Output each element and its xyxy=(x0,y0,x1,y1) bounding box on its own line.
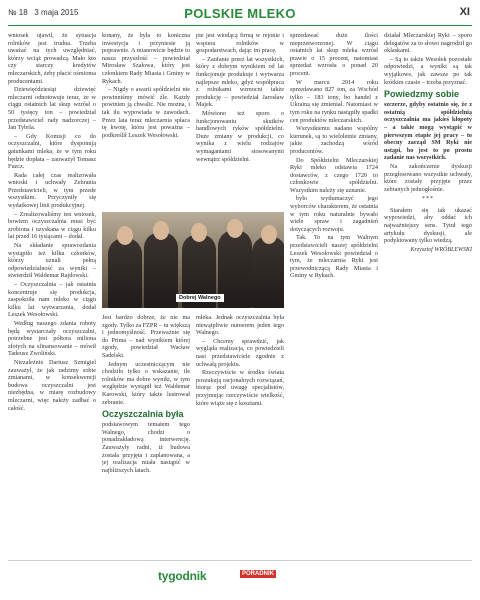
paragraph: Niezależnie Dariusz Szmigiel zauważył, że jak radzimy sobie zmianami, w konsekwencji budowa oczyszczalni jest niezbędna, w miarę rozbudowy mleczarni, więc należy zadbać o całość. xyxy=(8,358,96,412)
paragraph: sprzedawać duże ilości nieprzetworzonej. W ciągu ostatnich lat skup mleka wzrósł prawie o 15 procent, natomiast sprzedaż wzrosła o ponad 20 procent. xyxy=(290,32,378,77)
person-figure xyxy=(108,238,142,308)
paragraph: Według naszego zdania roboty będą wystarczały oczyszczalni, potrzebne jest półtora miliona złotych na sfinansowanie – mówił Tadeusz Zwoliński. xyxy=(8,319,96,358)
paragraph: Na składanie sprawozdania wystąpiło też kilku członków, którzy uznali pełną odpowiedzialność za wyniki – stwierdził Waldemar Rajdowski. xyxy=(8,242,96,280)
page-number: XI xyxy=(459,6,470,18)
article-column-3-lower xyxy=(196,314,284,550)
paragraph: pie jest wiodącą firmą w rejonie i wspiera rolników w gospodarstwach, dając im pracę. xyxy=(196,32,284,55)
paragraph: W marcu 2014 roku sprzedawano 827 ton, za Wschód tylko – 183 tony, bo handel z Ukrainą się zmieniał. Natomiast w tym roku na rynku nastąpiły spadki cen produktów mleczarskich. xyxy=(290,78,378,124)
article-column-1 xyxy=(8,32,96,560)
paragraph: było wytłumaczyć jego wyborców charakterem, że ostatnia w tym roku naturalnie bywało wiele spraw i zagadnień dotyczących rozwoju. xyxy=(290,195,378,233)
paragraph: Do Spółdzielni Mleczarskiej Ryki mleko odstawia 1724 dostawców, z czego 1720 to członkowie spółdzielni. Wszystkim należy się uznanie. xyxy=(290,156,378,194)
person-head xyxy=(117,226,133,245)
article-column-3 xyxy=(196,32,284,208)
photo-caption-tag: Dobrej Walnego xyxy=(176,294,224,302)
paragraph: działał Mleczarskiej Ryki – sporo delegatów za to słowo nagrodził go oklaskami. xyxy=(384,32,472,55)
section-title: POLSKIE MLEKO xyxy=(184,6,296,21)
paragraph: – Nigdy o awarii spółdzielni nie powinniśmy mówić źle. Każdy powinien ją chwalić. Nie można, i tak ilu wypowiada w zawodach. Przez lata teraz mleczarnia spłaca tę kwotę, która jest poważna – podkreślił Leszek Wesołowski. xyxy=(102,86,190,139)
article-column-4 xyxy=(290,32,378,560)
paragraph: – Chcemy sprawdzić, jak wygląda realizacja, co powiedzieli nasi przedstawiciele zgodnie z uchwałą projektu. xyxy=(196,337,284,368)
person-head xyxy=(153,221,169,240)
paragraph: Rzeczywiście w środku świata poszukują racjonalnych rozwiązań, biorąc pod uwagę specjalistów, przyjmując rzeczywiście wielkość, które wiąże się z kosztami. xyxy=(196,369,284,407)
paragraph: mleka. Jednak oczyszczalnia była niewątpliwie numerem jeden tego Walnego. xyxy=(196,314,284,337)
paragraph: – Zrealizowaliśmy ten wniosek, bowiem oczyszczalnia musi być zrobiona i uzyskana w ciągu kilku lat przed 16 tysiącami – dodał. xyxy=(8,210,96,241)
paragraph: Wszystkiemu nadano wspólny kierunek, są to wieloletnie zmiany, jakie zachodzą wśród producentów. xyxy=(290,125,378,155)
paragraph: konany, że była to koniczna inwestycja i przyniesie ją poprawnie. A mianowicie będzie to nasza przyszłość – powiedział Mirosław Szałowa, który jest członkiem Rady Miasta i Gminy w Rykach. xyxy=(102,32,190,85)
person-head xyxy=(261,225,277,244)
paragraph: Jest bardzo dobrze, że nie ma zgody. Tylko za FZPR – tu większą i jednomyślność. Przeważnie się do Prima – nad wynikiem której zgody, powiedział Wacław Sadelski. xyxy=(102,314,190,359)
tygodnik-logo: tygodnik xyxy=(158,569,207,583)
paragraph: Dziewięćdziesiąt dziewięć mleczarni odnotowuje teraz, że w ciągu ostatnich lat skup wzrósł o 50 tysięcy ton – powiedział przedstawiciel rady nadzorczej – Jan Tybrla. xyxy=(8,86,96,132)
person-figure xyxy=(144,232,178,308)
article-column-5 xyxy=(384,32,472,560)
page-footer xyxy=(8,560,472,592)
paragraph: Rada całej czas realizowała wnioski i uchwały Zebrania Przedstawicieli, w tym przede wszystkim. Przyczyniły się wydatkowej linii produkcyjnej. xyxy=(8,171,96,210)
paragraph: wniosek ujawił, że sytuacja rolników jest trudna. Trzeba uważać na tych uwzględniać, którzy wciąż prowadzą. Mało kto czy starczy kredytów mleczarskich, żeby płacić ośmioma producentami. xyxy=(8,32,96,85)
person-head xyxy=(191,223,207,242)
person-figure xyxy=(252,236,284,308)
paragraph: podstawowym tematem tego Walnego, chodzi o ponadzakładową interwencję. Zauważyły radni, iż budowa została przyjęta i zaplanowana, a jej realizacja miała nastąpić w najbliższych latach. xyxy=(102,421,190,474)
paragraph-bold: szczerze, gdyby ostatnio się, że z ostatnią spółdzielnią oczyszczalnia ma jakieś kłopoty – a takie mogą wystąpić w pierwszym etapie jej pracy – to obecny zarząd SM Ryki nie ustąpi, bo jest to po prostu zadanie nas wszystkich. xyxy=(384,101,472,162)
issue-and-date: № 18 3 maja 2015 xyxy=(8,8,79,17)
paragraph: Mówiono też sporo o funkcjonowaniu skutków handlowych ryków spółdzielni. Duże zmiany w produkcji, co wynika z wielu rodzajów wymaganiami stosowanymi wewnątrz spółdzielni. xyxy=(196,109,284,163)
paragraph: – Gdy Komisji co do oczyszczalni, które dysponują gatunkami mleka, że w tym roku będzie dopłata – zauważył Tomasz Fuzcz. xyxy=(8,132,96,171)
paragraph: Jednym uczestniczącym nie chodziło tylko o wskazanie, ile rolników ma dobre wyniki, w tym względzie wystąpił też Waldemar Karowski, który także lustrował zebranie. xyxy=(102,360,190,406)
article-column-2 xyxy=(102,32,190,208)
paragraph: – Są to także Wesołek pozostałe odpowiedzi, a wyniki są tak wyjątkowe, jak zawsze po tak krótkim czasie – trzeba przyznać. xyxy=(384,55,472,86)
paragraph: – Oczyszczalnia – jak ostatnia koncentruje się produkcja, zaspokoiła nam mleko w ciągu kilku lat wytwarzania, dodał Leszek Wesołowski. xyxy=(8,281,96,319)
author-signature: Krzysztof WRÓBLEWSKI xyxy=(410,246,472,253)
paragraph: Starałem się tak ukazać wypowiedzi, aby oddać ich najważniejszy sens. Tytuł tego artykułu dyskusji, ale podyktowany tylko wiedzą. xyxy=(384,206,472,245)
section-separator: *** xyxy=(422,196,434,203)
paragraph: Tak. To na tym Walnym przedstawicieli naszej spółdzielni Leszek Wesołowski powiedział o tym, że mleczarnia Ryki jest przewodniczącą Rady Miasta i Gminy w Rykach. xyxy=(290,234,378,280)
subheading: Oczyszczalnia była xyxy=(102,409,184,420)
person-head xyxy=(227,219,243,238)
delegates-photo xyxy=(102,212,284,308)
article-column-2-lower xyxy=(102,314,190,550)
paragraph: – Zaufanie przez lat wszystkich, który z dobrym wynikiem od lat funkcjonuje produkuje i wytwarza najlepsze mleko, gdyż współpraca z rolnikami wzmocni także produkcję – powiedział Jarosław Majek. xyxy=(196,55,284,109)
page-header xyxy=(8,6,472,26)
poradnik-badge: PORADNIK xyxy=(242,571,275,577)
subheading: Powiedzmy sobie xyxy=(384,89,460,100)
paragraph: Na zakończenie dyskusji przegłosowano wszystkie uchwały, które zostały przyjęte przez zebranych jednogłośnie. xyxy=(384,162,472,193)
